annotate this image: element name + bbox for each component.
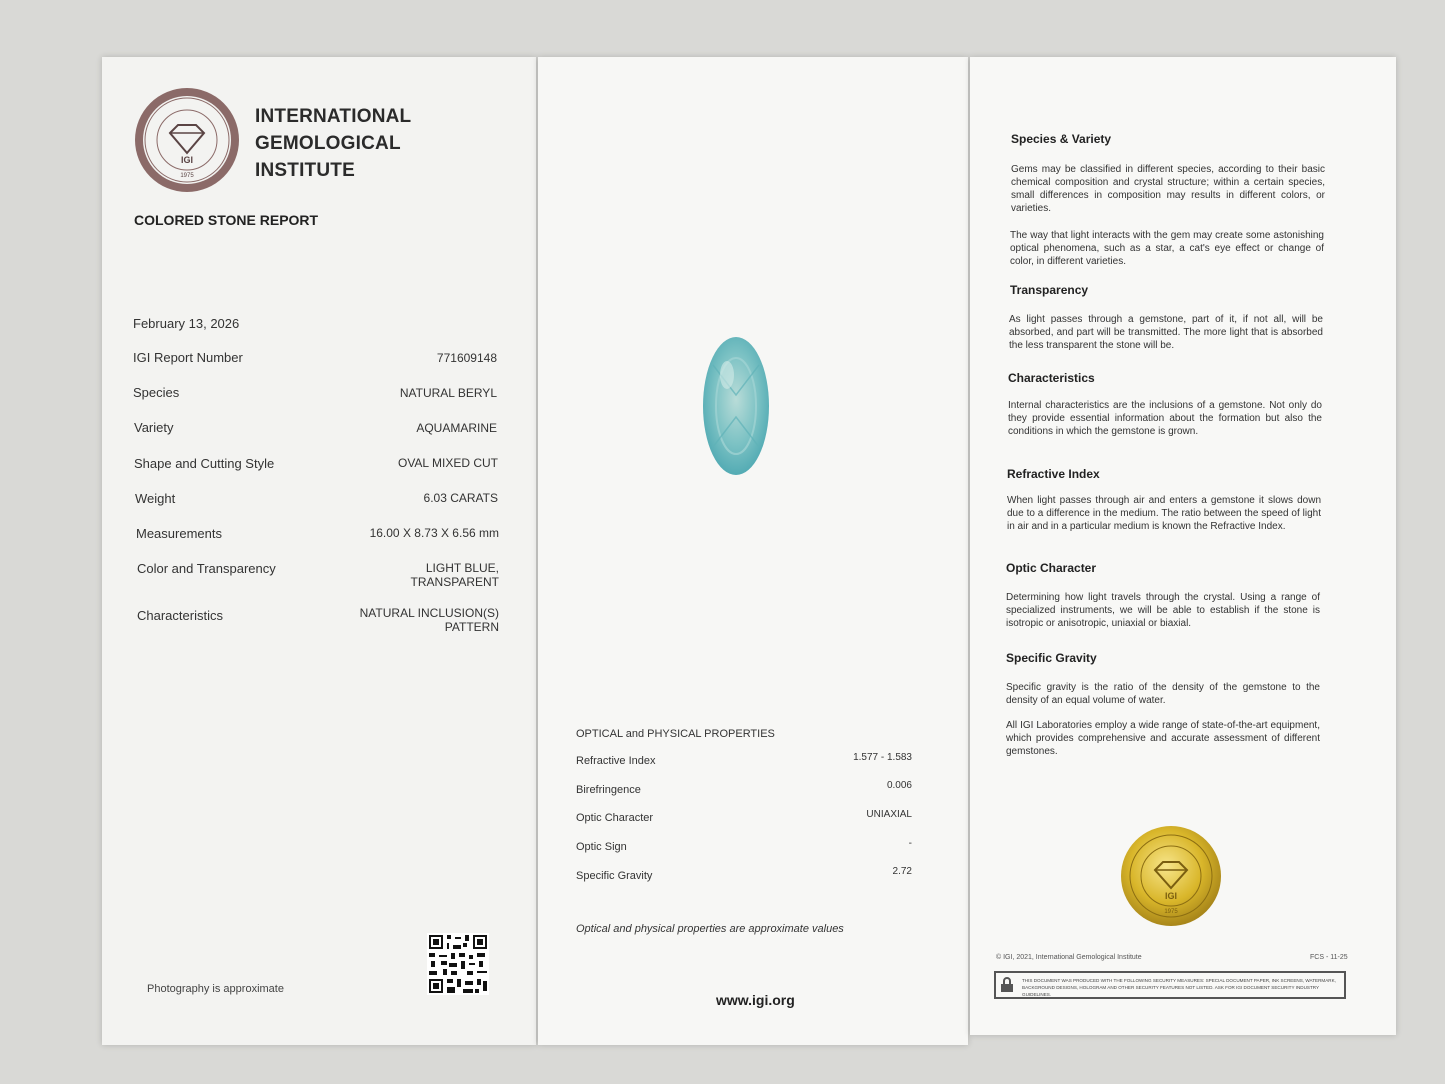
section-paragraph: Determining how light travels through the crystal. Using a range of specialized instruments, we will be able to establish if the stone is isotropic or anisotropic, uniaxial or biaxial. [1006,592,1320,629]
row-value-line: LIGHT BLUE, [425,561,499,575]
optical-value-birefringence: 0.006 [886,780,912,791]
section-heading-species-variety: Species & Variety [1011,132,1112,146]
row-label-color: Color and Transparency [137,561,276,576]
row-value-color [299,561,499,589]
row-value-report-number: 771609148 [436,351,497,365]
igi-seal-logo [134,87,240,193]
brand-line: GEMOLOGICAL [255,133,401,154]
optical-properties-title: OPTICAL and PHYSICAL PROPERTIES [576,728,775,740]
report-back-panel [970,57,1396,1035]
form-code: FCS - 11-25 [1310,954,1348,961]
row-label-measurements: Measurements [136,526,222,541]
row-value-weight: 6.03 CARATS [423,491,498,505]
photography-note: Photography is approximate [147,983,284,995]
section-paragraph: Internal characteristics are the inclusions of a gemstone. Not only do they provide essential information about the formation but also the conditions in which the gemstone is grown. [1008,400,1322,437]
optical-value-specific-gravity: 2.72 [892,866,912,877]
report-type-title: COLORED STONE REPORT [134,212,319,228]
row-value-line: NATURAL INCLUSION(S) [359,606,499,620]
section-paragraph: As light passes through a gemstone, part of it, if not all, will be absorbed, and part will be transmitted. The more light that is absorbed the less transparent the stone will be. [1009,314,1323,351]
report-date: February 13, 2026 [133,316,240,331]
security-measures-text: THIS DOCUMENT WAS PRODUCED WITH THE FOLLOWING SECURITY MEASURES: SPECIAL DOCUMENT PAPER, INK SCREENS, WATERMARK, BACKGROUND DESIGNS, HOLOGRAM AND OTHER SECURITY FEATURES NOT LISTED. ASK FOR IGI DOCUMENT SECURITY INDUSTRY GUIDELINES. [1022,978,1336,997]
row-value-variety: AQUAMARINE [416,421,497,435]
section-paragraph: All IGI Laboratories employ a wide range of state-of-the-art equipment, which provides comprehensive and accurate assessment of different gemstones. [1006,720,1320,757]
optical-label-optic-character: Optic Character [576,812,654,824]
report-middle-panel [538,57,968,1045]
row-value-line: TRANSPARENT [410,575,499,589]
optical-value-optic-character: UNIAXIAL [866,809,912,820]
section-paragraph: When light passes through air and enters a gemstone it slows down due to a difference in the medium. The ratio between the speed of light in air and in a particular medium is known the Refractive Index. [1007,495,1321,532]
lock-icon [1000,977,1014,993]
optical-value-refractive-index: 1.577 - 1.583 [853,752,912,763]
row-value-line: PATTERN [444,620,499,634]
report-front-panel [102,57,536,1045]
section-paragraph: Specific gravity is the ratio of the density of the gemstone to the density of an equal volume of water. [1006,682,1320,706]
gemstone-photo [701,335,771,477]
optical-label-refractive-index: Refractive Index [576,755,656,767]
section-heading-transparency: Transparency [1010,283,1089,297]
row-value-measurements: 16.00 X 8.73 X 6.56 mm [369,526,499,540]
brand-line: INTERNATIONAL [255,106,412,127]
svg-text:IGI: IGI [180,155,194,165]
row-label-weight: Weight [135,491,176,506]
section-paragraph: The way that light interacts with the gem may create some astonishing optical phenomena, such as a star, a cat's eye effect or change of color, in different varieties. [1010,230,1324,267]
row-label-shape: Shape and Cutting Style [134,456,275,471]
svg-text:IGI: IGI [1164,891,1178,901]
row-label-report-number: IGI Report Number [133,350,243,365]
copyright-text: © IGI, 2021, International Gemological Institute [996,954,1142,961]
section-heading-refractive-index: Refractive Index [1007,467,1100,481]
section-heading-optic-character: Optic Character [1006,561,1097,575]
institute-name [255,103,411,184]
row-value-shape: OVAL MIXED CUT [397,456,498,470]
security-measures-box [994,971,1346,999]
qr-code [427,933,489,995]
website-link[interactable]: www.igi.org [716,992,795,1008]
section-paragraph: Gems may be classified in different species, according to their basic chemical composition and crystal structure; within a certain species, small differences in composition may results in different colors, or varieties. [1011,164,1325,214]
row-value-species: NATURAL BERYL [399,386,497,400]
row-label-species: Species [133,385,180,400]
gold-seal-year-text: 1975 [1164,909,1178,915]
optical-label-specific-gravity: Specific Gravity [576,870,653,882]
gold-hologram-seal [1120,825,1222,927]
row-label-variety: Variety [134,420,174,435]
optical-properties-note: Optical and physical properties are approximate values [576,923,844,935]
section-heading-specific-gravity: Specific Gravity [1006,651,1097,665]
optical-label-birefringence: Birefringence [576,784,641,796]
section-heading-characteristics: Characteristics [1008,371,1095,385]
optical-label-optic-sign: Optic Sign [576,841,627,853]
row-label-characteristics: Characteristics [137,608,223,623]
brand-line: INSTITUTE [255,160,355,181]
seal-year-text: 1975 [180,173,194,179]
row-value-characteristics [299,606,499,634]
optical-value-optic-sign: - [908,838,912,849]
